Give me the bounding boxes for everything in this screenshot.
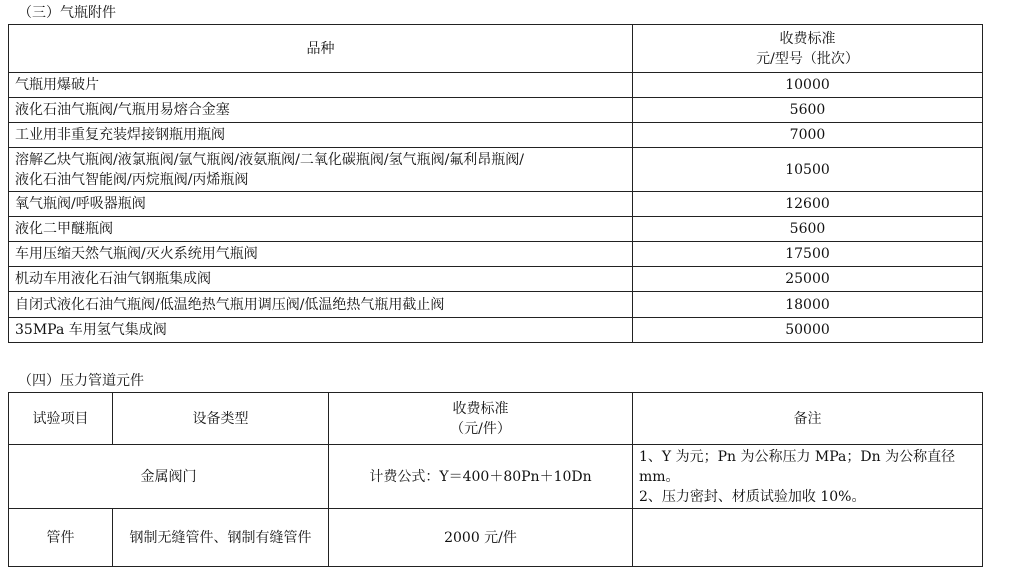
row-fee: 5600 bbox=[633, 98, 983, 123]
row-name: 液化石油气瓶阀/气瓶用易熔合金塞 bbox=[9, 98, 633, 123]
remark-line-2: mm。 bbox=[639, 468, 680, 485]
row-fee: 10500 bbox=[633, 148, 983, 192]
header-fee-line1: 收费标准 bbox=[452, 400, 509, 417]
row-fee: 10000 bbox=[633, 73, 983, 98]
row-fee: 17500 bbox=[633, 242, 983, 267]
table-row bbox=[9, 217, 983, 242]
row-name: 35MPa 车用氢气集成阀 bbox=[9, 318, 633, 343]
table-row bbox=[9, 123, 983, 148]
row-fee: 5600 bbox=[633, 217, 983, 242]
pipe-fittings-fee: 2000 元/件 bbox=[329, 509, 633, 567]
pipe-fittings-test-item: 管件 bbox=[9, 509, 113, 567]
row-name: 氧气瓶阀/呼吸器瓶阀 bbox=[9, 192, 633, 217]
metal-valve-remarks bbox=[633, 445, 983, 509]
metal-valve-fee: 计费公式：Y＝400＋80Pn＋10Dn bbox=[329, 445, 633, 509]
table-row bbox=[9, 267, 983, 292]
header-fee bbox=[633, 25, 983, 73]
row-fee: 12600 bbox=[633, 192, 983, 217]
table-header-row bbox=[9, 393, 983, 445]
table-row bbox=[9, 192, 983, 217]
table-header-row bbox=[9, 25, 983, 73]
table-row bbox=[9, 445, 983, 509]
remark-line-1: 1、Y 为元；Pn 为公称压力 MPa；Dn 为公称直径 bbox=[639, 448, 956, 465]
table-row bbox=[9, 292, 983, 318]
row-name: 液化二甲醚瓶阀 bbox=[9, 217, 633, 242]
table-row bbox=[9, 148, 983, 192]
header-remarks: 备注 bbox=[633, 393, 983, 445]
row-name: 工业用非重复充装焊接钢瓶用瓶阀 bbox=[9, 123, 633, 148]
row-fee: 18000 bbox=[633, 292, 983, 318]
table-row bbox=[9, 73, 983, 98]
metal-valve-label: 金属阀门 bbox=[9, 445, 329, 509]
header-test-item: 试验项目 bbox=[9, 393, 113, 445]
remark-line-3: 2、压力密封、材质试验加收 10%。 bbox=[639, 488, 866, 505]
section-4-heading: （四）压力管道元件 bbox=[18, 373, 144, 389]
header-fee bbox=[329, 393, 633, 445]
header-fee-line1: 收费标准 bbox=[779, 30, 836, 47]
row-name: 气瓶用爆破片 bbox=[9, 73, 633, 98]
cylinder-accessories-table bbox=[8, 24, 983, 343]
pipe-fittings-remarks bbox=[633, 509, 983, 567]
row-fee: 25000 bbox=[633, 267, 983, 292]
table-row bbox=[9, 242, 983, 267]
row-fee: 7000 bbox=[633, 123, 983, 148]
row-name: 机动车用液化石油气钢瓶集成阀 bbox=[9, 267, 633, 292]
row-name: 车用压缩天然气瓶阀/灭火系统用气瓶阀 bbox=[9, 242, 633, 267]
table-row bbox=[9, 509, 983, 567]
table-row bbox=[9, 98, 983, 123]
row-name: 自闭式液化石油气瓶阀/低温绝热气瓶用调压阀/低温绝热气瓶用截止阀 bbox=[9, 292, 633, 318]
header-equipment-type: 设备类型 bbox=[113, 393, 329, 445]
row-name: 溶解乙炔气瓶阀/液氯瓶阀/氩气瓶阀/液氨瓶阀/二氧化碳瓶阀/氢气瓶阀/氟利昂瓶阀/ 液化石油气智能阀/丙烷瓶阀/丙烯瓶阀 bbox=[9, 148, 633, 192]
header-fee-line2: 元/型号（批次） bbox=[756, 50, 859, 67]
pipe-fittings-equipment-type: 钢制无缝管件、钢制有缝管件 bbox=[113, 509, 329, 567]
row-fee: 50000 bbox=[633, 318, 983, 343]
table-row bbox=[9, 318, 983, 343]
pressure-piping-table bbox=[8, 392, 983, 567]
header-fee-line2: （元/件） bbox=[450, 420, 511, 437]
header-product: 品种 bbox=[9, 25, 633, 73]
section-3-heading: （三）气瓶附件 bbox=[18, 5, 116, 21]
